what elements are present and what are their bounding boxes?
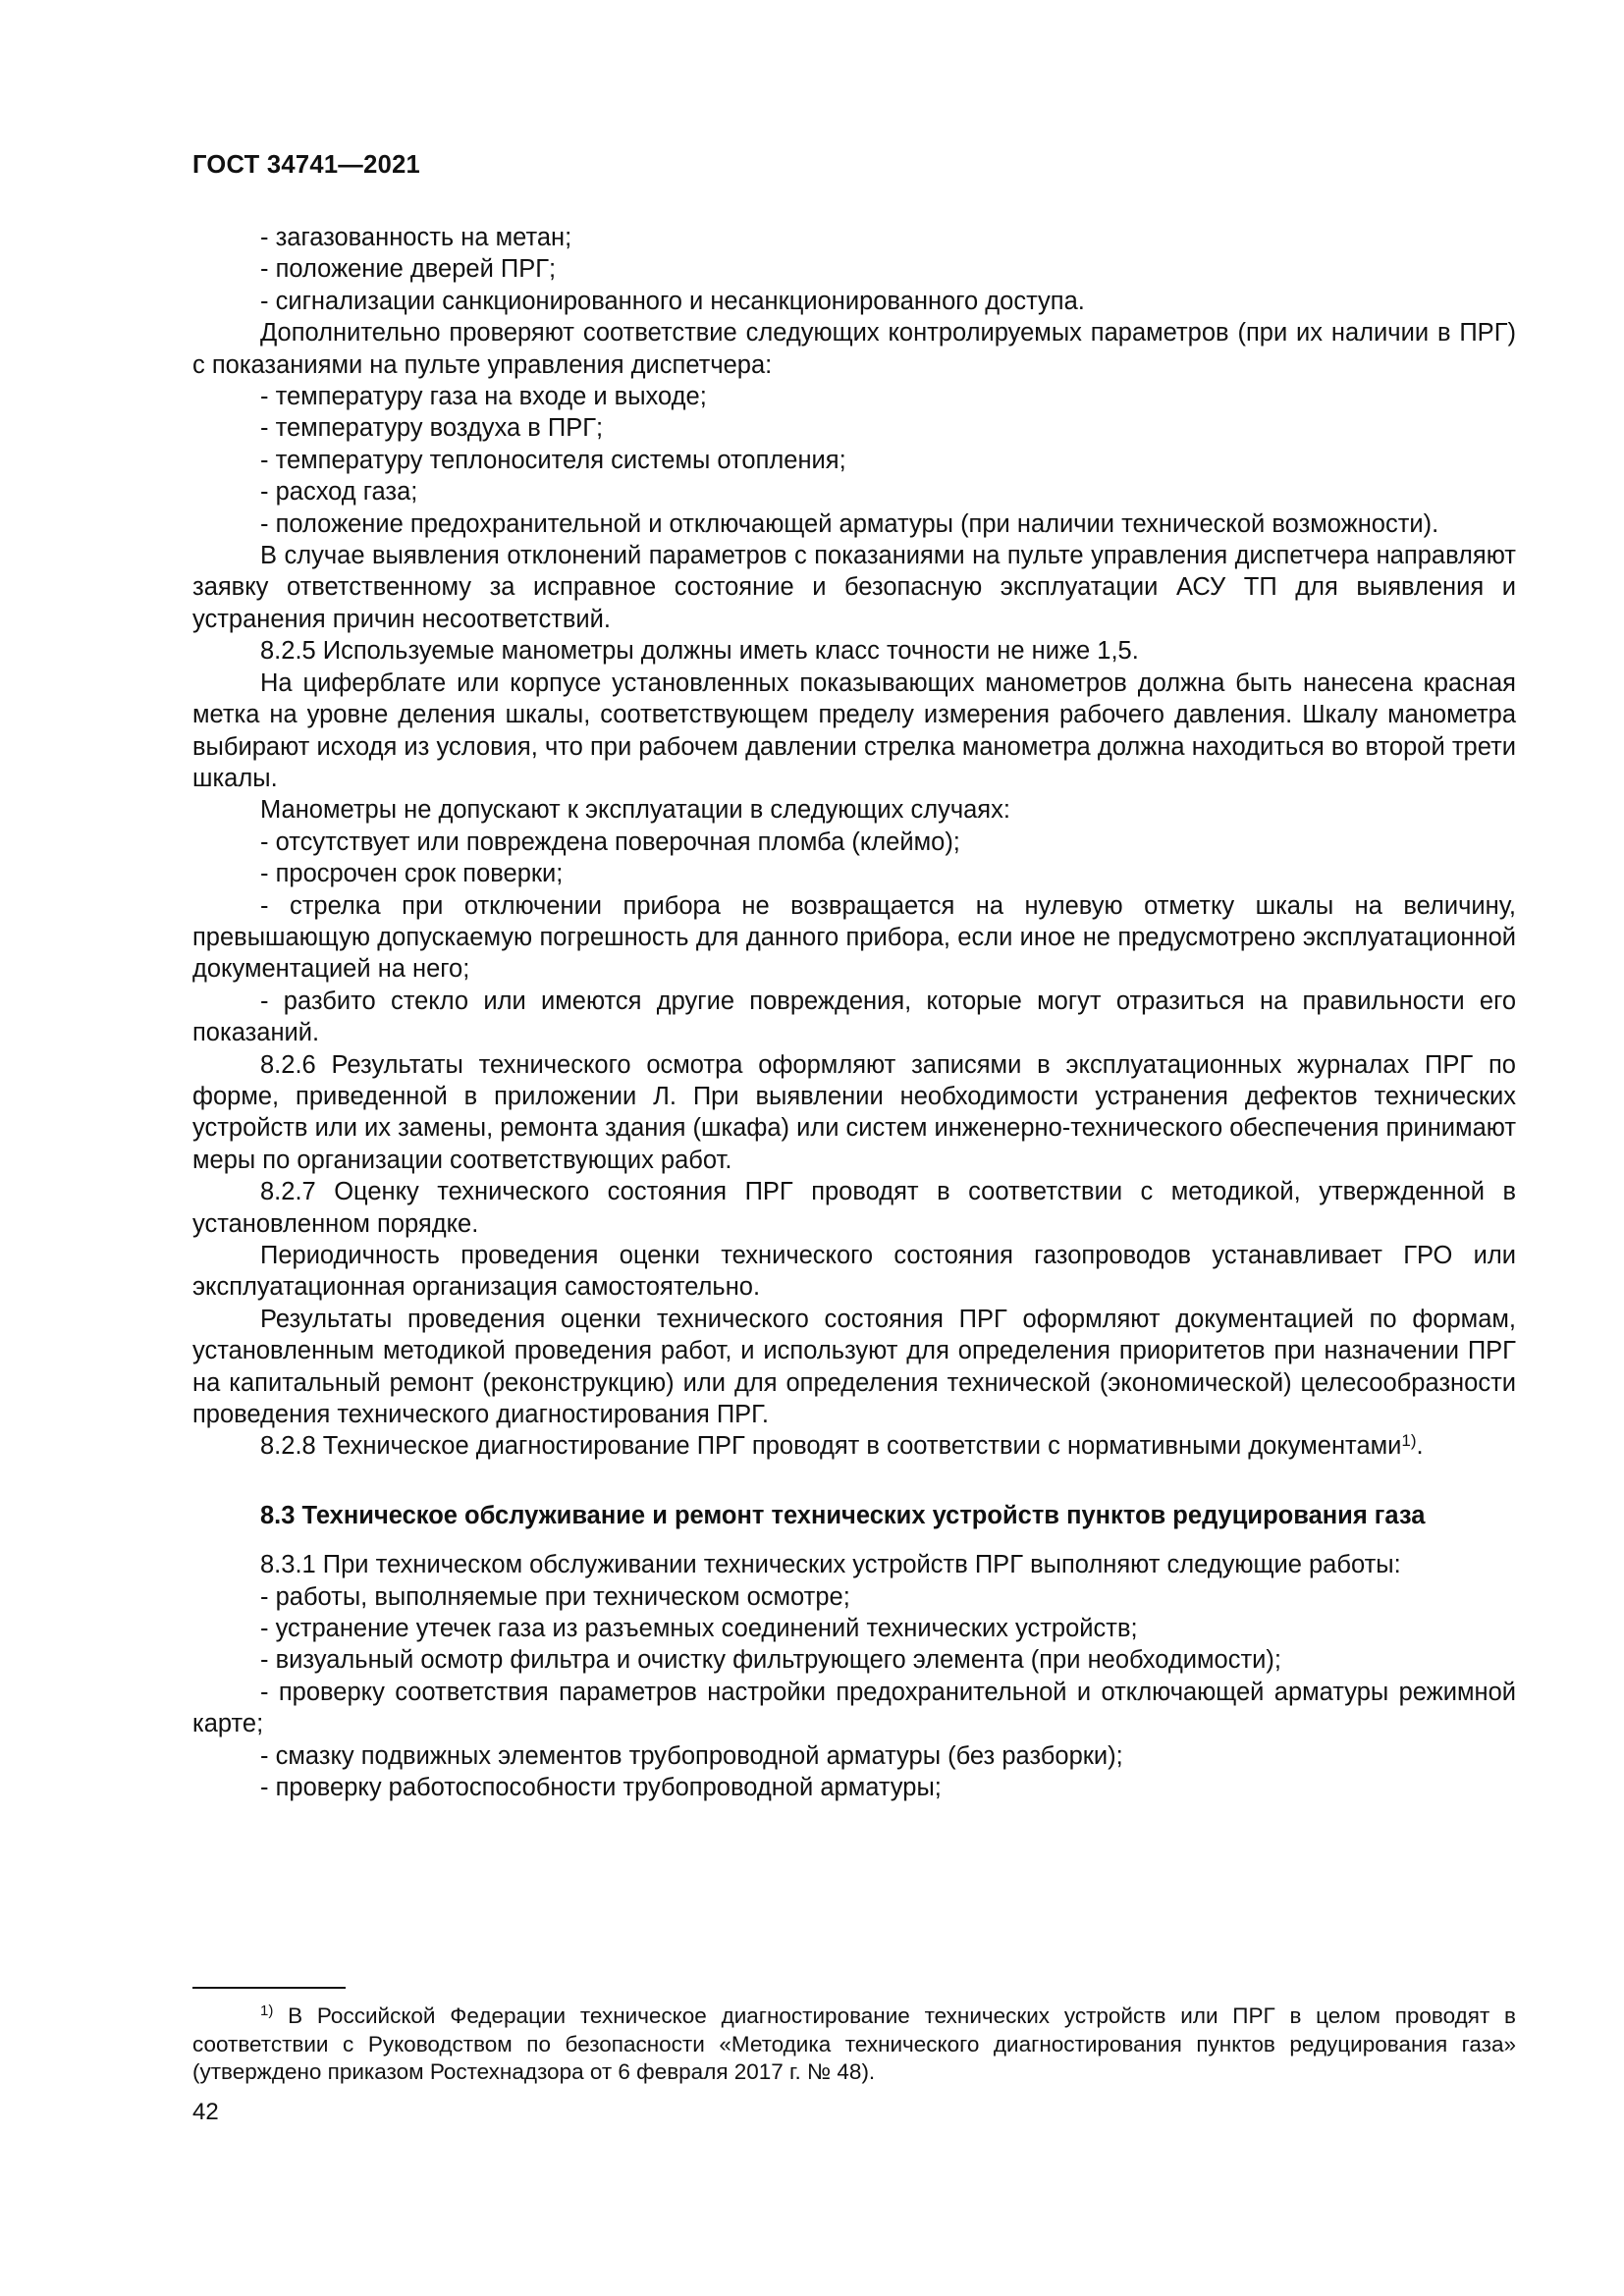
clause-8-2-6: 8.2.6 Результаты технического осмотра оформляют записями в эксплуатационных журналах ПРГ по форме, приведенной в приложении Л. При выявлении необходимости устранения дефектов технических устройств или их замены, ремонта здания (шкафа) или систем инженерно-технического обеспечения принимают меры по организации соответствующих работ. bbox=[192, 1050, 1516, 1174]
main-text bbox=[192, 222, 1516, 1804]
list-item: - проверку работоспособности трубопроводной арматуры; bbox=[260, 1774, 942, 1802]
list-item: - проверку соответствия параметров настройки предохранительной и отключающей арматуры режимной карте; bbox=[192, 1678, 1516, 1738]
paragraph: На циферблате или корпусе установленных показывающих манометров должна быть нанесена красная метка на уровне деления шкалы, соответствующем пределу измерения рабочего давления. Шкалу манометра выбирают исходя из условия, что при рабочем давлении стрелка манометра должна находиться во второй трети шкалы. bbox=[192, 668, 1516, 792]
section-heading-8-3: 8.3 Техническое обслуживание и ремонт технических устройств пунктов редуцирования газа bbox=[260, 1501, 1426, 1529]
clause-8-3-1: 8.3.1 При техническом обслуживании технических устройств ПРГ выполняют следующие работы: bbox=[260, 1551, 1401, 1579]
list-item: - расход газа; bbox=[260, 478, 418, 507]
list-item: - отсутствует или повреждена поверочная пломба (клеймо); bbox=[260, 828, 960, 856]
list-item: - визуальный осмотр фильтра и очистку фильтрующего элемента (при необходимости); bbox=[260, 1646, 1281, 1675]
clause-8-2-5: 8.2.5 Используемые манометры должны иметь класс точности не ниже 1,5. bbox=[260, 637, 1139, 666]
footnote-text-block bbox=[192, 2002, 1516, 2087]
list-item: - положение дверей ПРГ; bbox=[260, 255, 557, 284]
list-item: - просрочен срок поверки; bbox=[260, 860, 564, 888]
paragraph: В случае выявления отклонений параметров с показаниями на пульте управления диспетчера направляют заявку ответственному за исправное состояние и безопасную эксплуатации АСУ ТП для выявления и устранения причин несоответствий. bbox=[192, 542, 1516, 633]
paragraph: Дополнительно проверяют соответствие следующих контролируемых параметров (при их наличии в ПРГ) с показаниями на пульте управления диспетчера: bbox=[192, 319, 1516, 379]
list-item: - сигнализации санкционированного и несанкционированного доступа. bbox=[260, 287, 1085, 315]
clause-8-2-8 bbox=[192, 1430, 1516, 1462]
list-item: - работы, выполняемые при техническом осмотре; bbox=[260, 1582, 850, 1611]
list-item: - температуру воздуха в ПРГ; bbox=[260, 414, 604, 443]
clause-8-2-8-end: . bbox=[1416, 1432, 1424, 1461]
footnote-mark: 1) bbox=[260, 2002, 274, 2019]
paragraph: Периодичность проведения оценки технического состояния газопроводов устанавливает ГРО или эксплуатационная организация самостоятельно. bbox=[192, 1242, 1516, 1302]
clause-8-2-7: 8.2.7 Оценку технического состояния ПРГ проводят в соответствии с методикой, утвержденной в установленном порядке. bbox=[192, 1178, 1516, 1238]
footnote-separator bbox=[192, 1987, 346, 1989]
footnote-reference[interactable]: 1) bbox=[1401, 1431, 1417, 1451]
document-header: ГОСТ 34741—2021 bbox=[192, 151, 421, 179]
list-item: - смазку подвижных элементов трубопроводной арматуры (без разборки); bbox=[260, 1741, 1123, 1770]
list-item: - загазованность на метан; bbox=[260, 224, 572, 251]
list-item: - стрелка при отключении прибора не возвращается на нулевую отметку шкалы на величину, превышающую допускаемую погрешность для данного прибора, если иное не предусмотрено эксплуатационной документацией на него; bbox=[192, 891, 1516, 984]
list-item: - положение предохранительной и отключающей арматуры (при наличии технической возможности). bbox=[260, 509, 1439, 538]
footnote bbox=[192, 2002, 1516, 2087]
paragraph: Манометры не допускают к эксплуатации в следующих случаях: bbox=[260, 796, 1010, 825]
paragraph: Результаты проведения оценки технического состояния ПРГ оформляют документацией по формам, установленным методикой проведения работ, и используют для определения приоритетов при назначении ПРГ на капитальный ремонт (реконструкцию) или для определения технической (экономической) целесообразности проведения технического диагностирования ПРГ. bbox=[192, 1305, 1516, 1429]
list-item: - устранение утечек газа из разъемных соединений технических устройств; bbox=[260, 1615, 1138, 1643]
page-number: 42 bbox=[192, 2099, 219, 2125]
footnote-text: В Российской Федерации техническое диагностирование технических устройств или ПРГ в целом проводят в соответствии с Руководством по безопасности «Методика технического диагностирования пунктов редуцирования газа» (утверждено приказом Ростехнадзора от 6 февраля 2017 г. № 48). bbox=[192, 2003, 1516, 2084]
clause-8-2-8-text: 8.2.8 Техническое диагностирование ПРГ проводят в соответствии с нормативными документами bbox=[260, 1432, 1402, 1461]
list-item: - температуру газа на входе и выходе; bbox=[260, 383, 707, 411]
list-item: - разбито стекло или имеются другие повреждения, которые могут отразиться на правильности его показаний. bbox=[192, 987, 1516, 1047]
list-item: - температуру теплоносителя системы отопления; bbox=[260, 446, 846, 474]
